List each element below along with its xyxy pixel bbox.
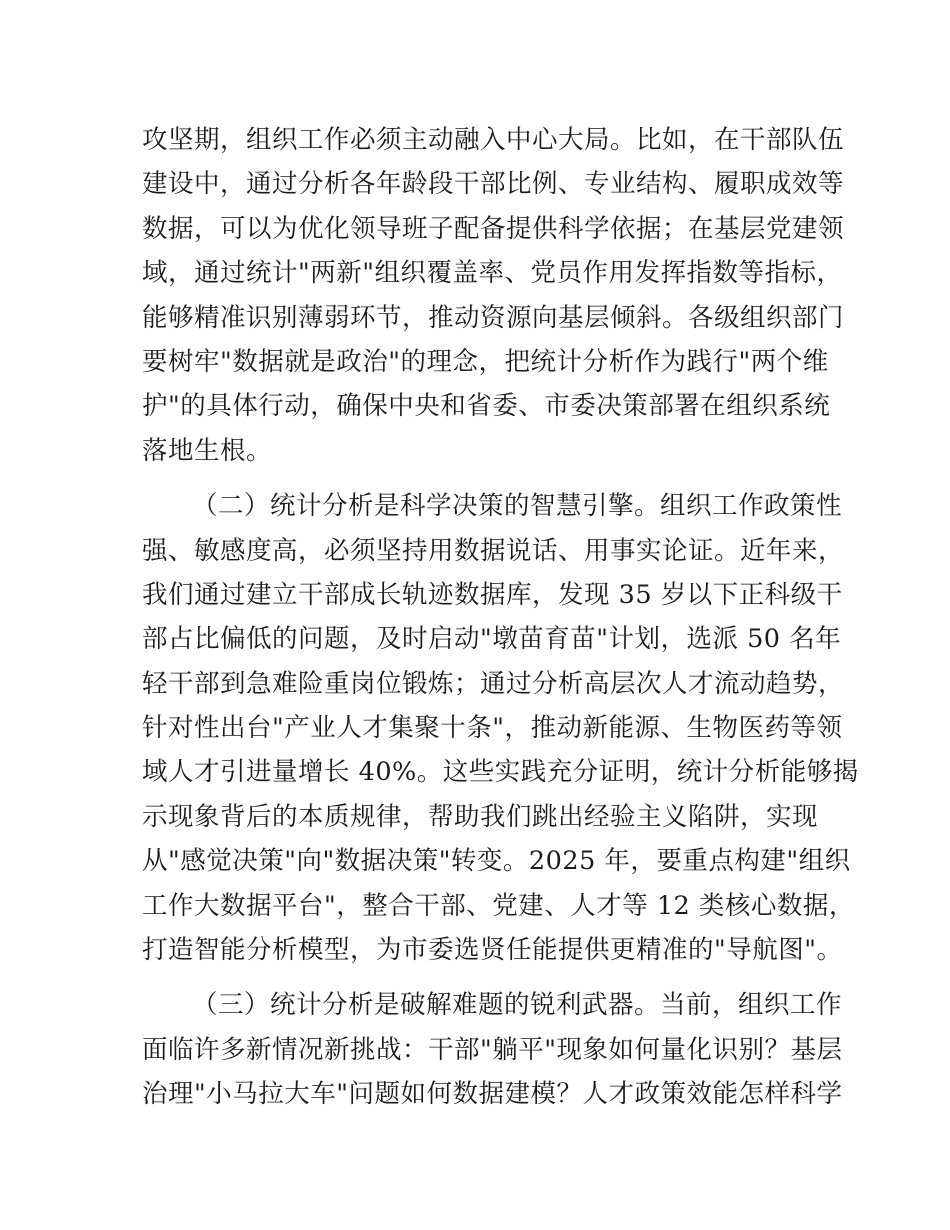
text-line: 能够精准识别薄弱环节，推动资源向基层倾斜。各级组织部门 [142, 302, 845, 333]
text-line: 强、敏感度高，必须坚持用数据说话、用事实论证。近年来， [142, 535, 845, 566]
text-line: 数据，可以为优化领导班子配备提供科学依据；在基层党建领 [142, 213, 845, 244]
text-line: 治理"小马拉大车"问题如何数据建模？人才政策效能怎样科学 [142, 1079, 843, 1110]
text-line: （二）统计分析是科学决策的智慧引擎。组织工作政策性 [192, 491, 843, 522]
text-line: （三）统计分析是破解难题的锐利武器。当前，组织工作 [192, 990, 843, 1021]
text-line: 落地生根。 [142, 435, 273, 466]
text-line: 攻坚期，组织工作必须主动融入中心大局。比如，在干部队伍 [142, 125, 845, 155]
paragraph-3 [142, 983, 843, 1116]
text-line: 我们通过建立干部成长轨迹数据库，发现 35 岁以下正科级干 [142, 579, 843, 610]
text-line: 护"的具体行动，确保中央和省委、市委决策部署在组织系统 [142, 391, 831, 422]
text-line: 面临许多新情况新挑战：干部"躺平"现象如何量化识别？基层 [142, 1034, 843, 1065]
text-line: 从"感觉决策"向"数据决策"转变。2025 年，要重点构建"组织 [142, 846, 851, 877]
text-line: 工作大数据平台"，整合干部、党建、人才等 12 类核心数据， [142, 890, 855, 921]
text-line: 轻干部到急难险重岗位锻炼；通过分析高层次人才流动趋势， [142, 668, 845, 699]
text-line: 针对性出台"产业人才集聚十条"，推动新能源、生物医药等领 [142, 713, 843, 744]
text-line: 示现象背后的本质规律，帮助我们跳出经验主义陷阱，实现 [142, 801, 819, 832]
paragraph-1 [142, 118, 845, 473]
text-line: 部占比偏低的问题，及时启动"墩苗育苗"计划，选派 50 名年 [142, 624, 842, 655]
text-line: 域人才引进量增长 40%。这些实践充分证明，统计分析能够揭 [142, 757, 859, 788]
text-line: 建设中，通过分析各年龄段干部比例、专业结构、履职成效等 [142, 169, 845, 200]
text-line: 域，通过统计"两新"组织覆盖率、党员作用发挥指数等指标， [142, 258, 843, 289]
document-body [142, 118, 859, 1117]
text-line: 打造智能分析模型，为市委选贤任能提供更精准的"导航图"。 [142, 935, 843, 966]
text-line: 要树牢"数据就是政治"的理念，把统计分析作为践行"两个维 [142, 346, 829, 377]
paragraph-2 [142, 484, 859, 972]
